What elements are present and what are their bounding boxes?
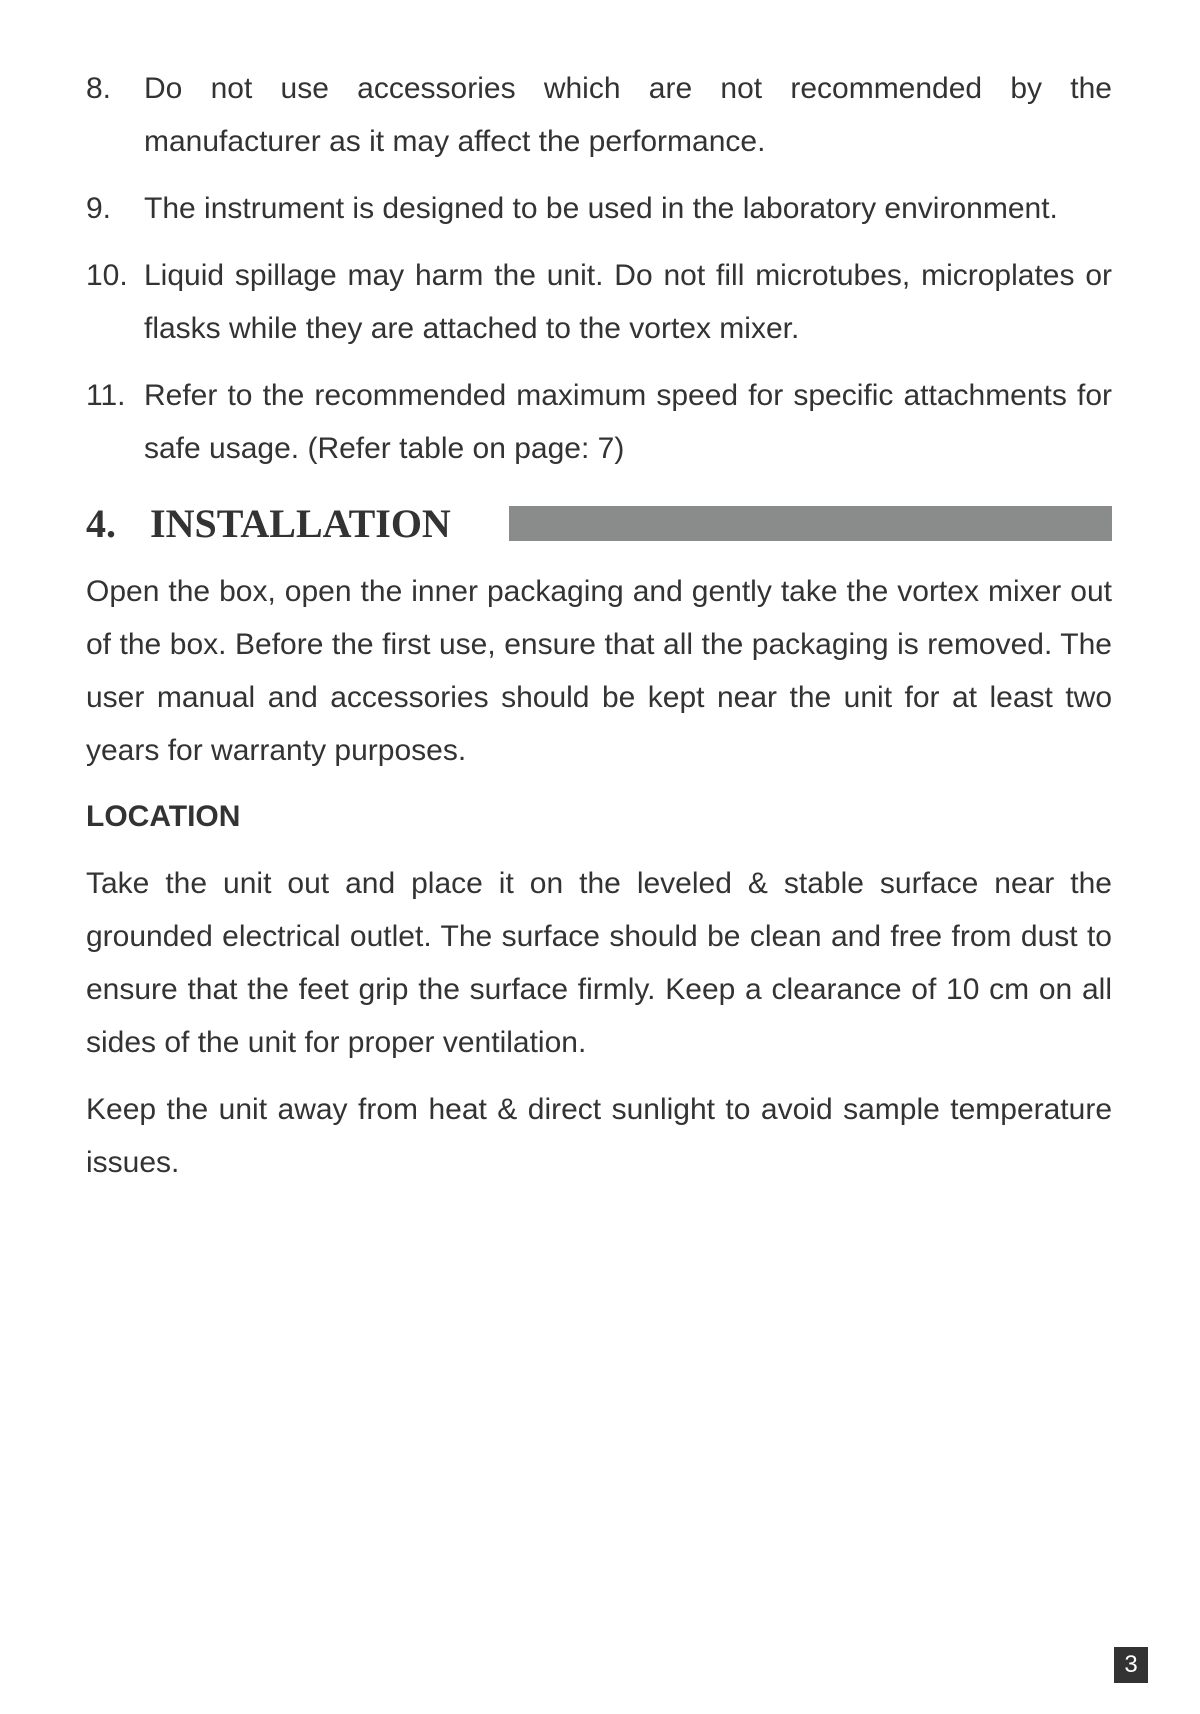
location-heading: LOCATION bbox=[86, 800, 241, 833]
heading-bar bbox=[509, 506, 1112, 541]
list-item-number: 10. bbox=[86, 259, 128, 292]
list-item bbox=[86, 62, 1112, 168]
section-title bbox=[86, 500, 451, 547]
list-item-number: 9. bbox=[86, 192, 112, 225]
location-paragraph-1: Take the unit out and place it on the leveled & stable surface near the grounded electrical outlet. The surface should be clean and free from dust to ensure that the feet grip the surface firmly. Keep a clearance of 10 cm on all sides of the unit for proper ventilation. bbox=[86, 867, 1112, 1059]
section-title-text: INSTALLATION bbox=[150, 500, 451, 546]
document-page bbox=[86, 62, 1112, 1203]
location-paragraph-2: Keep the unit away from heat & direct sunlight to avoid sample temperature issues. bbox=[86, 1093, 1112, 1179]
list-item bbox=[86, 249, 1112, 355]
safety-list bbox=[86, 62, 1112, 475]
page-number: 3 bbox=[1114, 1647, 1148, 1683]
list-item-number: 8. bbox=[86, 72, 112, 105]
list-item bbox=[86, 182, 1112, 235]
section-number: 4. bbox=[86, 500, 116, 546]
list-item-text: The instrument is designed to be used in the laboratory environment. bbox=[144, 192, 1058, 225]
list-item-text: Liquid spillage may harm the unit. Do not fill microtubes, microplates or flasks while they are attached to the vortex mixer. bbox=[144, 259, 1112, 345]
installation-intro: Open the box, open the inner packaging and gently take the vortex mixer out of the box. Before the first use, ensure that all the packaging is removed. The user manual and accessories should be kept near the unit for at least two years for warranty purposes. bbox=[86, 575, 1112, 767]
list-item-text: Refer to the recommended maximum speed for specific attachments for safe usage. (Refer table on page: 7) bbox=[144, 379, 1112, 465]
list-item-text: Do not use accessories which are not recommended by the manufacturer as it may affect the performance. bbox=[144, 72, 1112, 158]
section-heading bbox=[86, 493, 1112, 553]
list-item-number: 11. bbox=[86, 379, 126, 412]
list-item bbox=[86, 369, 1112, 475]
